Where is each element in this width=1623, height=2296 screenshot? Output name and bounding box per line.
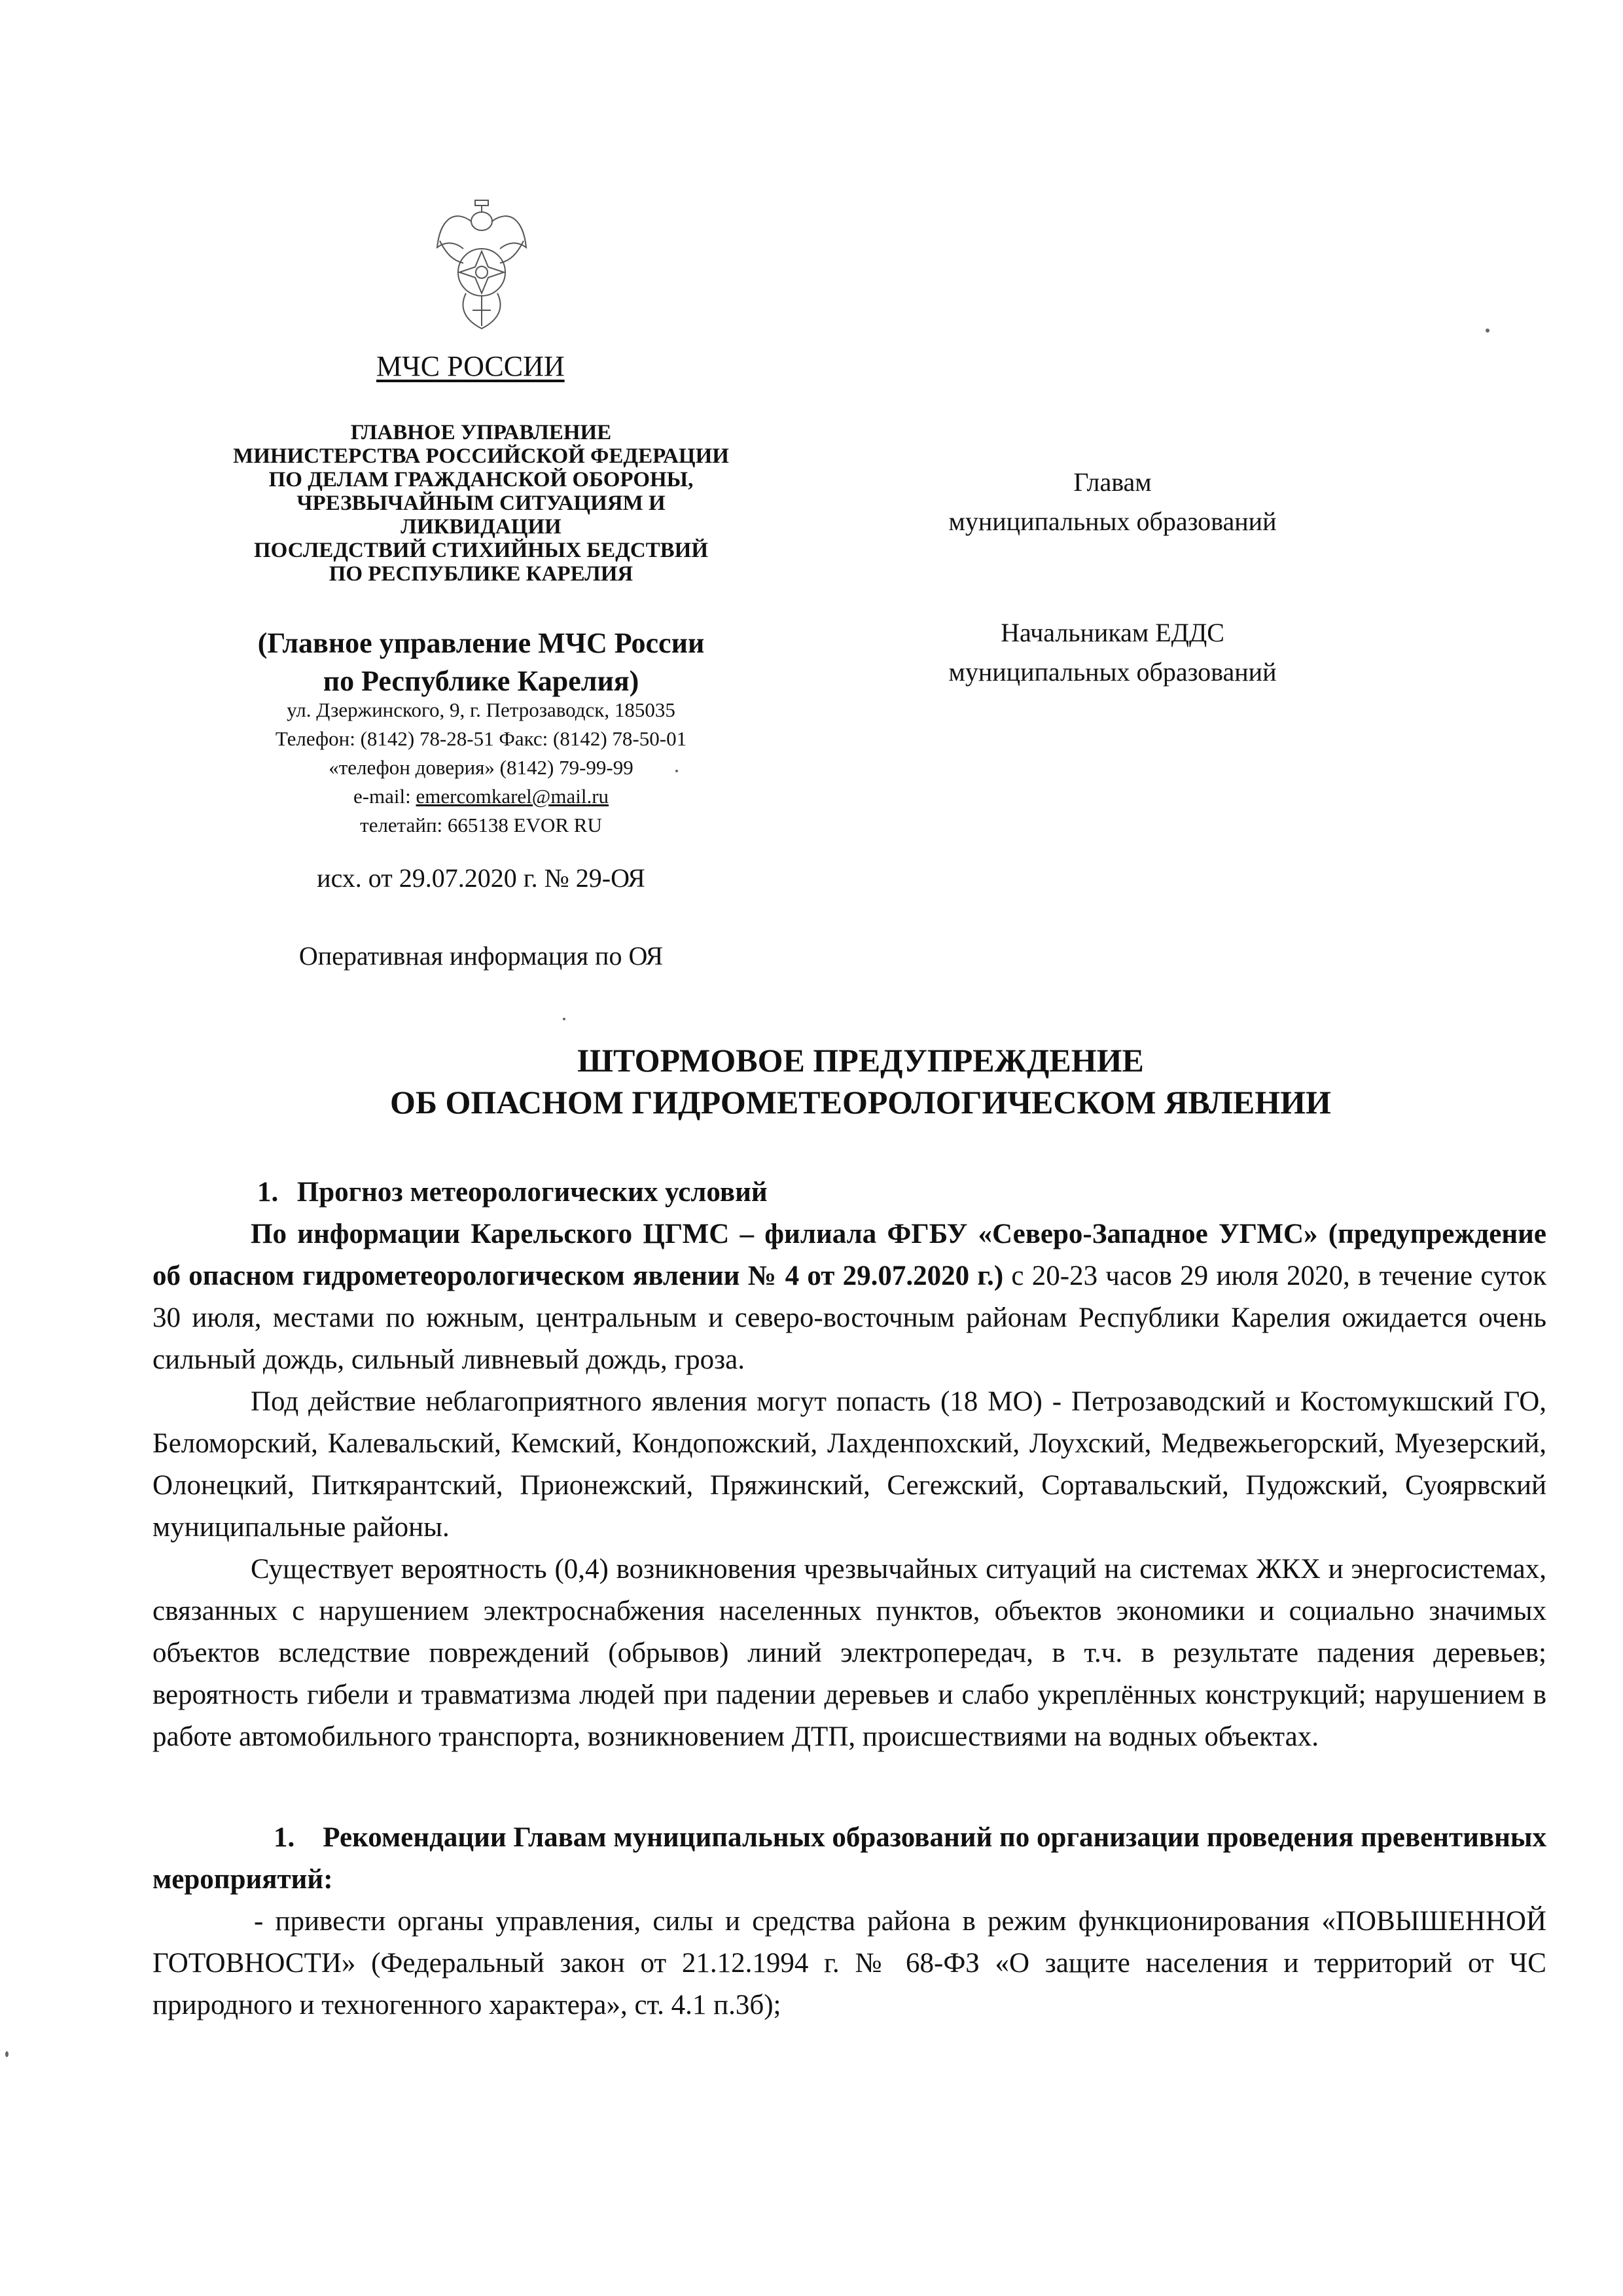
address: ул. Дзержинского, 9, г. Петрозаводск, 185035 bbox=[287, 698, 675, 721]
paragraph-risks: Существует вероятность (0,4) возникновения чрезвычайных ситуаций на системах ЖКХ и энергосистемах, связанных с нарушением электроснабжения населенных пунктов, объектов экономики и социально значимых объектов вследствие повреждений (обрывов) линий электропередач, в т.ч. в результате падения деревьев; вероятность гибели и травматизма людей при падении деревьев и слабо укреплённых конструкций; нарушением в работе автомобильного транспорта, возникновением ДТП, происшествиями на водных объектах. bbox=[152, 1554, 1546, 1752]
contact-block bbox=[196, 696, 766, 840]
section-1-heading bbox=[152, 1172, 1546, 1213]
addressee-line: Начальникам ЕДДС bbox=[1001, 618, 1224, 647]
section-title: Прогноз метеорологических условий bbox=[296, 1177, 768, 1208]
operational-info-label: Оперативная информация по ОЯ bbox=[298, 941, 664, 971]
section-number: 1. bbox=[257, 1177, 279, 1208]
scan-speck bbox=[1486, 329, 1489, 332]
paragraph-forecast bbox=[152, 1213, 1546, 1381]
agency-short-line: по Республике Карелия) bbox=[323, 665, 639, 697]
spacer bbox=[152, 1758, 1546, 1817]
agency-full-name bbox=[196, 421, 766, 586]
title-line: ОБ ОПАСНОМ ГИДРОМЕТЕОРОЛОГИЧЕСКОМ ЯВЛЕНИИ bbox=[390, 1084, 1331, 1121]
email-line bbox=[196, 782, 766, 811]
agency-line: ПО ДЕЛАМ ГРАЖДАНСКОЙ ОБОРОНЫ, bbox=[268, 468, 694, 492]
teletype: телетайп: 665138 EVOR RU bbox=[360, 814, 602, 836]
forecast-source: По информации Карельского ЦГМС – филиала ФГБУ «Северо-Западное УГМС» (предупреждение об опасном гидрометеорологическом явлении № 4 от 29.07.2020 г.) bbox=[152, 1219, 1546, 1291]
agency-line: ЧРЕЗВЫЧАЙНЫМ СИТУАЦИЯМ И bbox=[296, 492, 666, 515]
forecast-text: с 20-23 часов 29 июля 2020, в течение суток 30 июля, местами по южным, центральным и северо-восточным районам Республики Карелия ожидается очень сильный дождь, сильный ливневый дождь, гроза. bbox=[152, 1261, 1546, 1375]
agency-line: ГЛАВНОЕ УПРАВЛЕНИЕ bbox=[350, 421, 612, 444]
trust-phone: «телефон доверия» (8142) 79-99-99 bbox=[329, 756, 633, 779]
emercom-emblem-icon bbox=[433, 195, 530, 331]
addressee-edds bbox=[857, 613, 1368, 692]
agency-line: МИНИСТЕРСТВА РОССИЙСКОЙ ФЕДЕРАЦИИ bbox=[233, 444, 729, 468]
recommendation-item: - привести органы управления, силы и средства района в режим функционирования «ПОВЫШЕННОЙ ГОТОВНОСТИ» (Федеральный закон от 21.12.1994 г. № 68-ФЗ «О защите населения и территорий от ЧС природного и техногенного характера», ст. 4.1 п.3б); bbox=[152, 1906, 1546, 2020]
addressee-line: муниципальных образований bbox=[948, 507, 1277, 536]
agency-line: ЛИКВИДАЦИИ bbox=[401, 515, 562, 539]
document-body bbox=[152, 1172, 1546, 2026]
email-label: e-mail: bbox=[353, 785, 416, 808]
title-line: ШТОРМОВОЕ ПРЕДУПРЕЖДЕНИЕ bbox=[577, 1042, 1144, 1079]
email-link[interactable]: emercomkarel@mail.ru bbox=[416, 785, 609, 808]
section-2-heading bbox=[152, 1817, 1546, 1901]
addressee-line: муниципальных образований bbox=[948, 657, 1277, 687]
outgoing-number: исх. от 29.07.2020 г. № 29-ОЯ bbox=[317, 863, 645, 893]
addressee-heads bbox=[857, 463, 1368, 541]
section-number: 1. bbox=[274, 1822, 295, 1853]
addressee-line: Главам bbox=[1073, 467, 1152, 497]
scan-speck bbox=[5, 2051, 9, 2057]
scan-speck bbox=[675, 770, 678, 772]
ministry-name: МЧС РОССИИ bbox=[376, 350, 565, 382]
agency-short-name bbox=[196, 624, 766, 700]
agency-short-line: (Главное управление МЧС России bbox=[257, 627, 705, 659]
paragraph-affected-areas: Под действие неблагоприятного явления могут попасть (18 МО) - Петрозаводский и Костомукшский ГО, Беломорский, Калевальский, Кемский, Кондопожский, Лахденпохский, Лоухский, Медвежьегорский, Муезерский, Олонецкий, Питкярантский, Прионежский, Пряжинский, Сегежский, Сортавальский, Пудожский, Суоярвский муниципальные районы. bbox=[152, 1386, 1546, 1543]
document-title bbox=[157, 1039, 1564, 1123]
scan-speck bbox=[563, 1018, 565, 1020]
agency-line: ПОСЛЕДСТВИЙ СТИХИЙНЫХ БЕДСТВИЙ bbox=[253, 539, 709, 562]
phone-fax: Телефон: (8142) 78-28-51 Факс: (8142) 78-50-01 bbox=[275, 727, 687, 750]
agency-line: ПО РЕСПУБЛИКЕ КАРЕЛИЯ bbox=[329, 562, 633, 586]
section-title: Рекомендации Главам муниципальных образований по организации проведения превентивных мероприятий: bbox=[152, 1822, 1547, 1895]
